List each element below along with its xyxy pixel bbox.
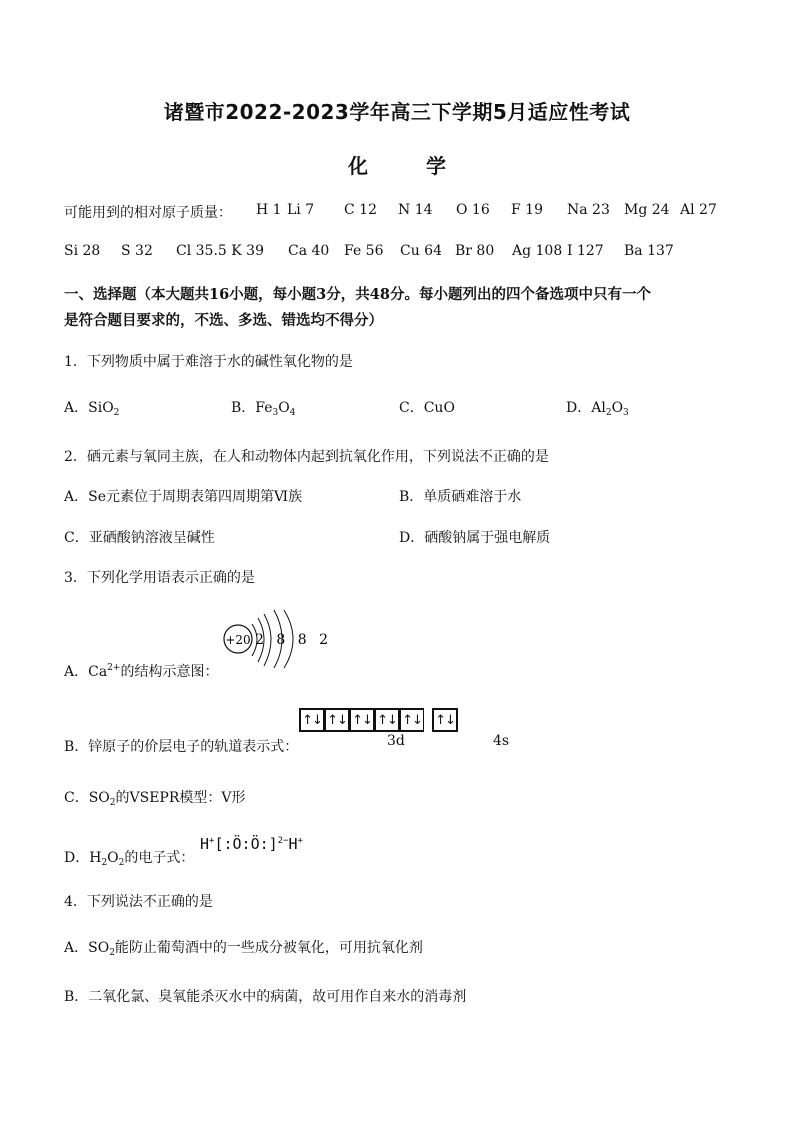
electron-formula: H+[:Ö:Ö:]$^{2-}$H+ — [200, 835, 303, 853]
mass-item: N 14 — [398, 202, 433, 218]
q3-option-b: B．锌原子的价层电子的轨道表示式： — [64, 739, 299, 755]
mass-item: Al 27 — [680, 202, 717, 218]
orbital-box-4s: ↑↓ — [432, 708, 458, 732]
mass-item: F 19 — [511, 202, 543, 218]
mass-item: Br 80 — [455, 243, 495, 259]
mass-item: Mg 24 — [624, 202, 670, 218]
mass-item: S 32 — [121, 243, 153, 259]
q2-stem: 2．硒元素与氧同主族，在人和动物体内起到抗氧化作用，下列说法不正确的是 — [64, 449, 549, 465]
orbital-diagram — [299, 708, 458, 732]
mass-item: Si 28 — [64, 243, 101, 259]
orbital-box-3d: ↑↓ — [299, 708, 324, 732]
atom-structure-diagram — [218, 606, 332, 670]
q2-option-b: B．单质硒难溶于水 — [399, 489, 522, 505]
subject-char-2: 学 — [425, 154, 446, 178]
q1-option-c: C．CuO — [399, 400, 455, 416]
q1-option-b: B．$Fe_3O_4$ — [231, 400, 296, 418]
shell-electrons: 2 8 8 2 — [255, 632, 332, 648]
q4-option-a: A．$SO_2$能防止葡萄酒中的一些成分被氧化，可用抗氧化剂 — [64, 940, 423, 958]
mass-item: Ca 40 — [288, 243, 330, 259]
atomic-mass-label: 可能用到的相对原子质量： — [64, 205, 232, 221]
q2-option-d: D．硒酸钠属于强电解质 — [399, 530, 551, 546]
section-heading-line2: 是符合题目要求的，不选、多选、错选均不得分） — [64, 312, 383, 329]
subject-title — [0, 150, 794, 179]
orbital-box-3d: ↑↓ — [374, 708, 399, 732]
q4-stem: 4．下列说法不正确的是 — [64, 894, 213, 910]
mass-item: O 16 — [456, 202, 490, 218]
q1-option-d: D．$Al_2O_3$ — [566, 400, 629, 418]
q1-stem: 1．下列物质中属于难溶于水的碱性氧化物的是 — [64, 354, 353, 370]
exam-title: 诸暨市2022-2023学年高三下学期5月适应性考试 — [163, 100, 631, 124]
mass-item: Cu 64 — [400, 243, 442, 259]
mass-item: Fe 56 — [344, 243, 384, 259]
mass-item: H 1 — [256, 202, 282, 218]
subject-char-1: 化 — [348, 154, 369, 178]
q2-option-c: C．亚硒酸钠溶液呈碱性 — [64, 530, 215, 546]
mass-item: I 127 — [567, 243, 604, 259]
q3-option-a: A．$Ca^{2+}$的结构示意图： — [64, 663, 219, 680]
mass-item: Li 7 — [287, 202, 315, 218]
orbital-box-3d: ↑↓ — [399, 708, 424, 732]
mass-item: Ba 137 — [624, 243, 674, 259]
mass-item: Na 23 — [567, 202, 610, 218]
orbital-label-4s: 4s — [493, 733, 510, 749]
nucleus-charge: +20 — [225, 633, 251, 647]
orbital-box-3d: ↑↓ — [349, 708, 374, 732]
q3-option-d: D．$H_2O_2$的电子式： — [64, 850, 195, 868]
orbital-label-3d: 3d — [387, 733, 405, 749]
mass-item: Cl 35.5 K 39 — [176, 243, 264, 259]
q4-option-b: B．二氧化氯、臭氧能杀灭水中的病菌，故可用作自来水的消毒剂 — [64, 989, 467, 1005]
mass-item: C 12 — [344, 202, 377, 218]
section-heading-line1: 一、选择题（本大题共16小题，每小题3分，共48分。每小题列出的四个备选项中只有一个 — [64, 286, 651, 303]
orbital-box-3d: ↑↓ — [324, 708, 349, 732]
q1-option-a: A．SiO$_2$ — [64, 400, 120, 418]
q3-option-c: C．$SO_2$的VSEPR模型：V形 — [64, 790, 246, 808]
q2-option-a: A．Se元素位于周期表第四周期第Ⅵ族 — [64, 489, 303, 505]
mass-item: Ag 108 — [512, 243, 563, 259]
q3-stem: 3．下列化学用语表示正确的是 — [64, 570, 255, 586]
